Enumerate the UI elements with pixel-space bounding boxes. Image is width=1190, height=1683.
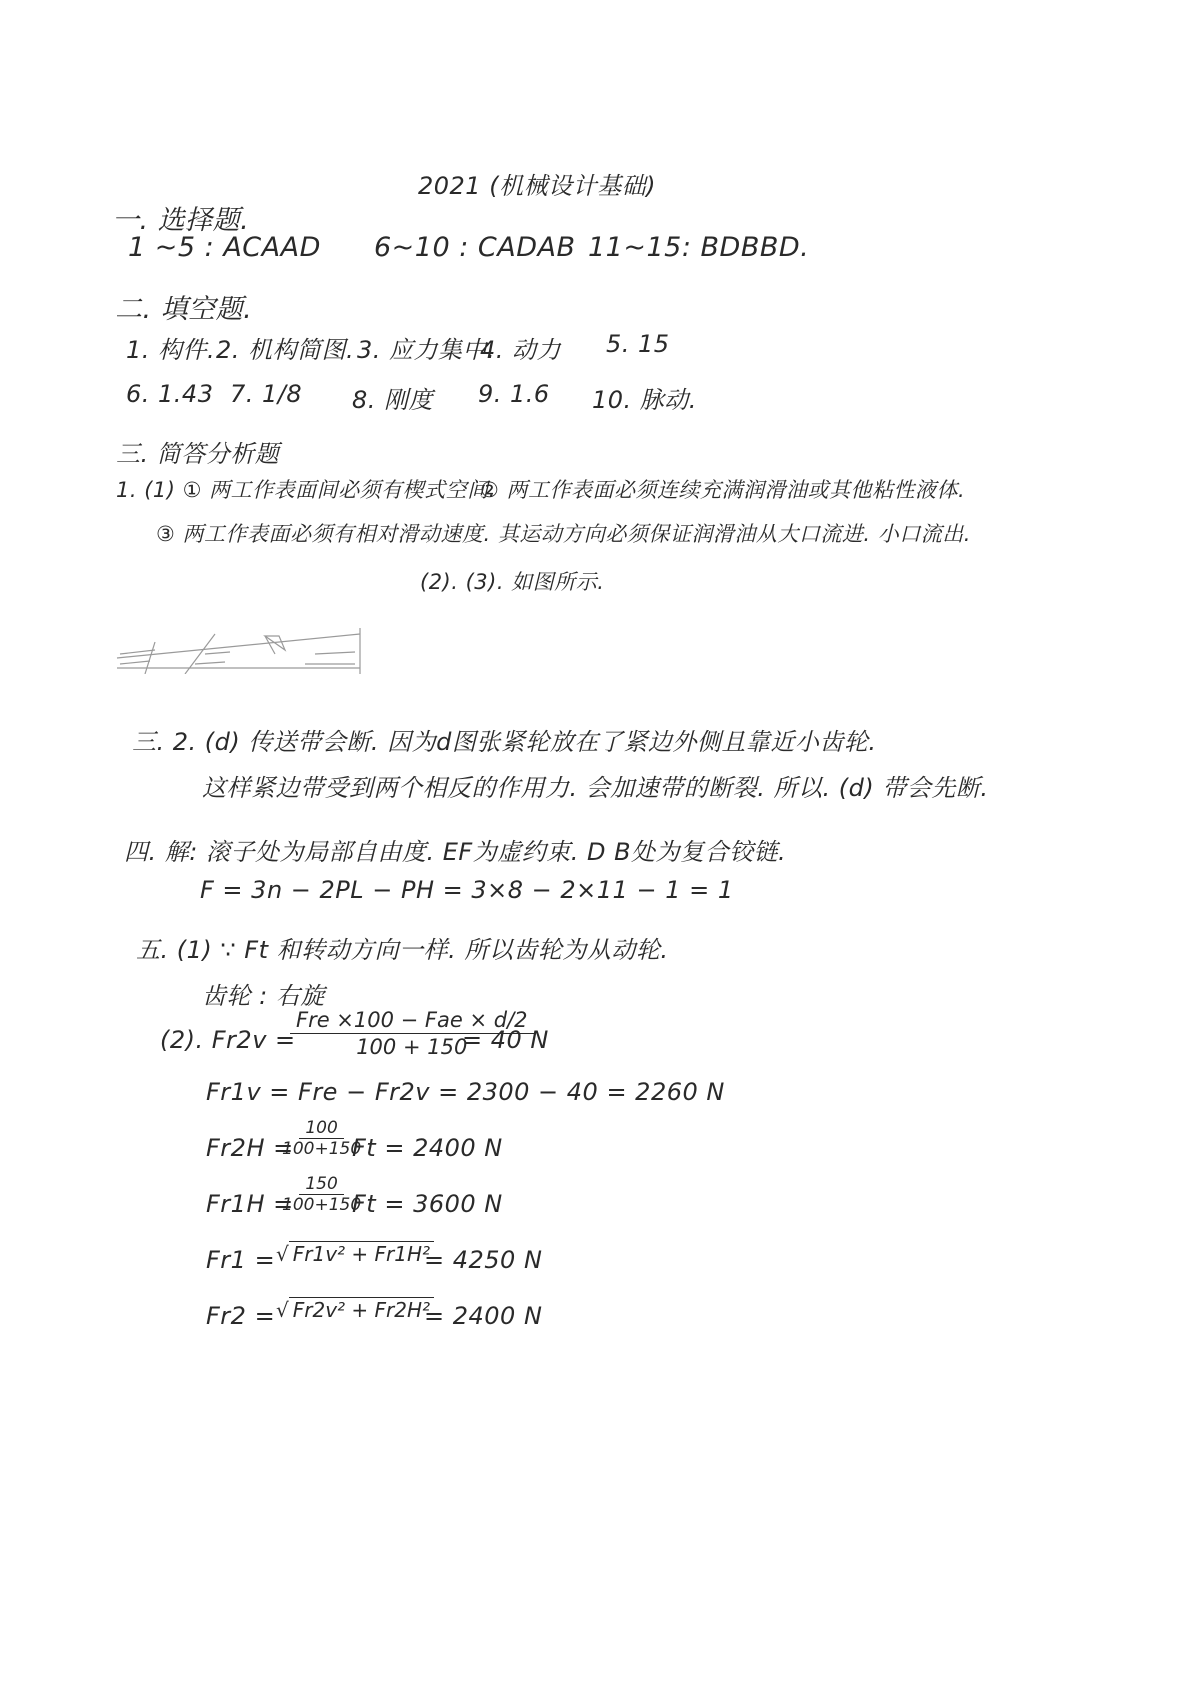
fill-answer-1: 1. 构件.: [126, 336, 216, 364]
eq5-result: = 4250 N: [424, 1246, 543, 1274]
fill-answer-6: 6. 1.43: [126, 380, 214, 408]
fill-answer-10: 10. 脉动.: [592, 386, 697, 414]
eq1-result: = 40 N: [462, 1026, 549, 1054]
eq1-denominator: 100 + 150: [356, 1035, 468, 1060]
eq4-label: Fr1H =: [206, 1190, 294, 1218]
eq3-label: Fr2H =: [206, 1134, 294, 1162]
eq4-numerator: 150: [299, 1174, 343, 1195]
choice-answers-1-5: 1 ~5 : ACAAD: [128, 232, 321, 263]
eq3-denominator: 100+150: [282, 1139, 362, 1160]
choice-answers-6-10: 6~10 : CADAB: [374, 232, 576, 263]
dof-equation: F = 3n − 2PL − PH = 3×8 − 2×11 − 1 = 1: [200, 876, 734, 904]
fill-answer-3: 3. 应力集中.: [357, 336, 496, 364]
eq6-sqrt: √ Fr2v² + Fr2H²: [276, 1298, 434, 1322]
eq2: Fr1v = Fre − Fr2v = 2300 − 40 = 2260 N: [206, 1078, 725, 1106]
fill-answer-8: 8. 刚度: [352, 386, 434, 414]
eq6-radicand: Fr2v² + Fr2H²: [289, 1297, 434, 1322]
q1-condition-3: ③ 两工作表面必须有相对滑动速度. 其运动方向必须保证润滑油从大口流进. 小口流出.: [156, 522, 971, 546]
gear-handedness: 齿轮 : 右旋: [202, 982, 325, 1010]
wedge-sketch: [115, 624, 365, 674]
section2-heading: 二. 填空题.: [115, 294, 253, 325]
eq4-result: Ft = 3600 N: [352, 1190, 503, 1218]
eq3-result: Ft = 2400 N: [352, 1134, 503, 1162]
q1-figure-note: (2). (3). 如图所示.: [420, 570, 605, 594]
section1-heading: 一. 选择题.: [112, 205, 250, 236]
fill-answer-5: 5. 15: [606, 330, 670, 358]
q2-answer-line1: 三. 2. (d) 传送带会断. 因为d图张紧轮放在了紧边外侧且靠近小齿轮.: [132, 728, 877, 756]
eq5-label: Fr1 =: [206, 1246, 276, 1274]
eq1-label: (2). Fr2v =: [160, 1026, 296, 1054]
choice-answers-11-15: 11~15: BDBBD.: [588, 232, 810, 263]
fill-answer-2: 2. 机构简图.: [216, 336, 355, 364]
eq6-label: Fr2 =: [206, 1302, 276, 1330]
eq5-radicand: Fr1v² + Fr1H²: [289, 1241, 434, 1266]
section3-heading: 三. 简答分析题: [116, 440, 280, 468]
q2-answer-line2: 这样紧边带受到两个相反的作用力. 会加速带的断裂. 所以. (d) 带会先断.: [202, 774, 989, 802]
fill-answer-9: 9. 1.6: [478, 380, 550, 408]
eq1-numerator: Fre ×100 − Fae × d/2: [290, 1008, 534, 1034]
eq4-denominator: 100+150: [282, 1195, 362, 1216]
fill-answer-7: 7. 1/8: [230, 380, 303, 408]
section4-line1: 四. 解: 滚子处为局部自由度. EF为虚约束. D B处为复合铰链.: [124, 838, 787, 866]
eq6-result: = 2400 N: [424, 1302, 543, 1330]
eq5-sqrt: √ Fr1v² + Fr1H²: [276, 1242, 434, 1266]
eq3-numerator: 100: [299, 1118, 343, 1139]
q1-condition-1: 1. (1) ① 两工作表面间必须有楔式空间.: [116, 478, 496, 502]
section5-line1: 五. (1) ∵ Ft 和转动方向一样. 所以齿轮为从动轮.: [136, 936, 669, 964]
page-title: 2021 (机械设计基础): [418, 172, 656, 200]
q1-condition-2: ② 两工作表面必须连续充满润滑油或其他粘性液体.: [480, 478, 966, 502]
fill-answer-4: 4. 动力: [480, 336, 562, 364]
